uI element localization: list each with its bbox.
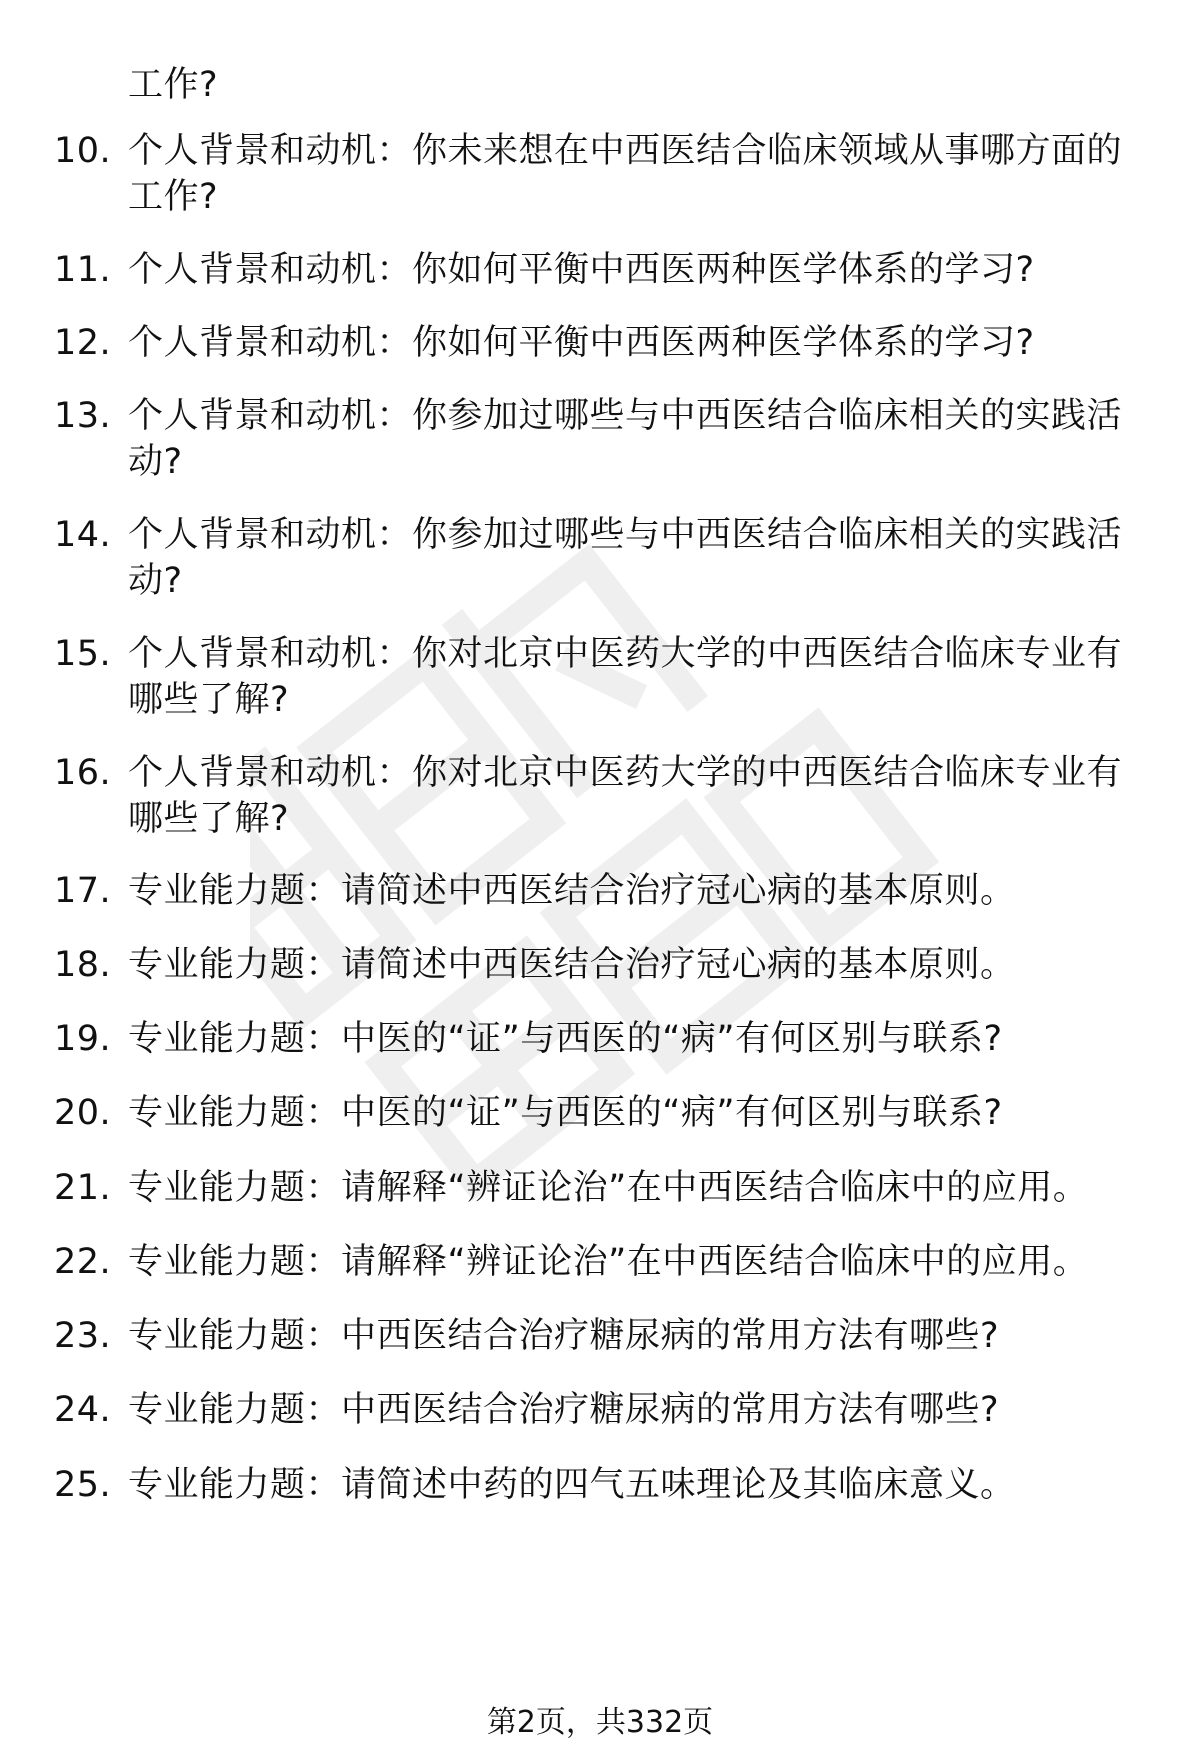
question-number: 20. — [54, 1093, 112, 1133]
question-number: 10. — [54, 131, 112, 171]
question-text: 专业能力题：请简述中西医结合治疗冠心病的基本原则。 — [128, 871, 1016, 911]
question-text: 专业能力题：中医的“证”与西医的“病”有何区别与联系? — [128, 1093, 1003, 1133]
question-number: 17. — [54, 871, 112, 911]
question-text: 专业能力题：请简述中药的四气五味理论及其临床意义。 — [128, 1465, 1016, 1505]
question-text: 专业能力题：请简述中西医结合治疗冠心病的基本原则。 — [128, 945, 1016, 985]
question-number: 13. — [54, 396, 112, 436]
question-text: 专业能力题：中医的“证”与西医的“病”有何区别与联系? — [128, 1019, 1003, 1059]
question-number: 16. — [54, 753, 112, 793]
question-number: 24. — [54, 1390, 112, 1430]
previous-question-continuation: 工作? — [128, 65, 219, 105]
question-text: 专业能力题：请解释“辨证论治”在中西医结合临床中的应用。 — [128, 1242, 1089, 1282]
question-number: 18. — [54, 945, 112, 985]
question-text: 个人背景和动机：你未来想在中西医结合临床领域从事哪方面的工作? — [128, 131, 1123, 217]
question-number: 15. — [54, 634, 112, 674]
question-text: 专业能力题：中西医结合治疗糖尿病的常用方法有哪些? — [128, 1316, 1000, 1356]
question-text: 专业能力题：中西医结合治疗糖尿病的常用方法有哪些? — [128, 1390, 1000, 1430]
question-number: 11. — [54, 250, 112, 290]
question-text: 个人背景和动机：你对北京中医药大学的中西医结合临床专业有哪些了解? — [128, 753, 1123, 839]
question-text: 专业能力题：请解释“辨证论治”在中西医结合临床中的应用。 — [128, 1168, 1089, 1208]
question-number: 25. — [54, 1465, 112, 1505]
question-number: 23. — [54, 1316, 112, 1356]
question-number: 14. — [54, 515, 112, 555]
question-text: 个人背景和动机：你参加过哪些与中西医结合临床相关的实践活动? — [128, 515, 1123, 601]
question-number: 21. — [54, 1168, 112, 1208]
question-number: 22. — [54, 1242, 112, 1282]
question-text: 个人背景和动机：你参加过哪些与中西医结合临床相关的实践活动? — [128, 396, 1123, 482]
question-number: 19. — [54, 1019, 112, 1059]
question-text: 个人背景和动机：你对北京中医药大学的中西医结合临床专业有哪些了解? — [128, 634, 1123, 720]
question-text: 个人背景和动机：你如何平衡中西医两种医学体系的学习? — [128, 323, 1035, 363]
question-number: 12. — [54, 323, 112, 363]
page-number-footer: 第2页，共332页 — [486, 1705, 714, 1740]
question-text: 个人背景和动机：你如何平衡中西医两种医学体系的学习? — [128, 250, 1035, 290]
